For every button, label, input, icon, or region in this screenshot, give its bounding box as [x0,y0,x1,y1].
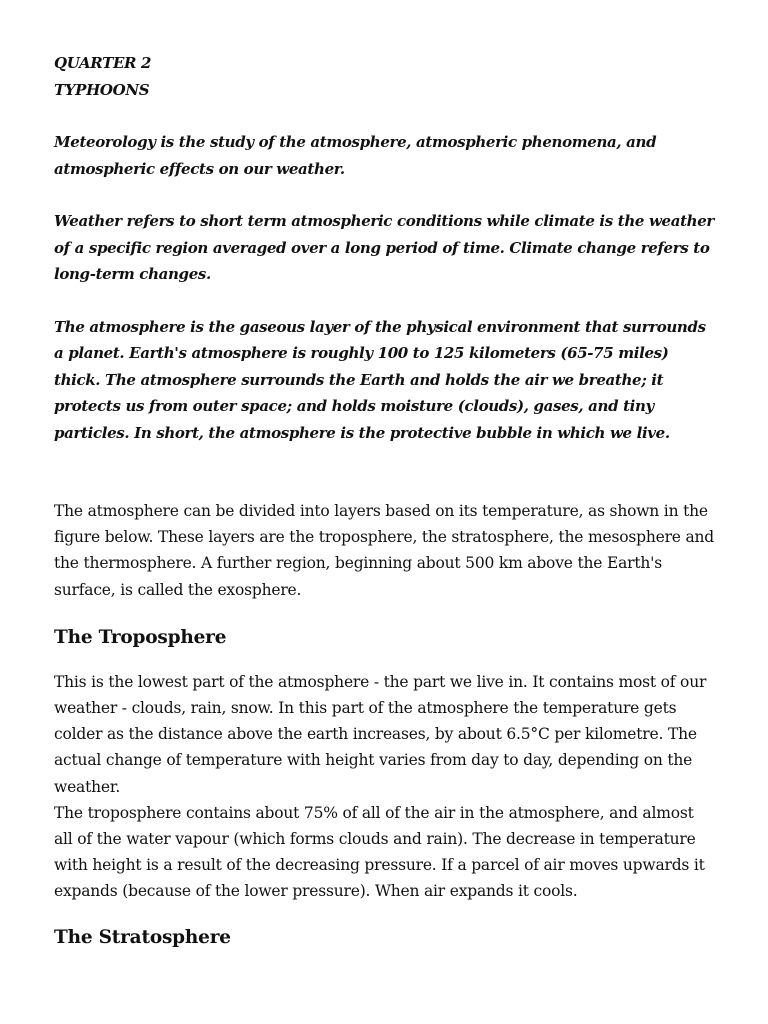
topic-title: TYPHOONS [54,80,150,99]
troposphere-paragraph-2: The troposphere contains about 75% of all of the air in the atmosphere, and almost all of the water vapour (which forms clouds and rain). The decrease in temperature with height is a result of the decreasing pressure. If a parcel of air moves upwards it expands (because of the lower pressure). When air expands it cools. [54,803,705,901]
quarter-label: QUARTER 2 [54,54,152,72]
atmosphere-layers-paragraph: The atmosphere can be divided into layers based on its temperature, as shown in the figure below. These layers are the troposphere, the stratosphere, the mesosphere and the thermosphere. A further region, beginning about 500 km above the Earth's surface, is called the exosphere. [54,502,715,599]
troposphere-heading: The Troposphere [54,626,227,648]
atmosphere-definition: The atmosphere is the gaseous layer of the physical environment that surrounds a planet. Earth's atmosphere is roughly 100 to 125 kilometers (65-75 miles) thick. The atmosphere surrounds the Earth and holds the air we breathe; it protects us from outer space; and holds moisture (clouds), gases, and tiny particles. In short, the atmosphere is the protective bubble in which we live. [54,317,706,442]
weather-climate-definition: Weather refers to short term atmospheric conditions while climate is the weather of a specific region averaged over a long period of time. Climate change refers to long-term changes. [54,212,714,283]
meteorology-definition: Meteorology is the study of the atmosphere, atmospheric phenomena, and atmospheric effects on our weather. [54,133,657,178]
stratosphere-heading: The Stratosphere [54,926,231,948]
troposphere-paragraph-1: This is the lowest part of the atmosphere - the part we live in. It contains most of our weather - clouds, rain, snow. In this part of the atmosphere the temperature gets colder as the distance above the earth increases, by about 6.5°C per kilometre. The actual change of temperature with height varies from day to day, depending on the weather. [54,672,707,796]
document-page [54,50,716,969]
